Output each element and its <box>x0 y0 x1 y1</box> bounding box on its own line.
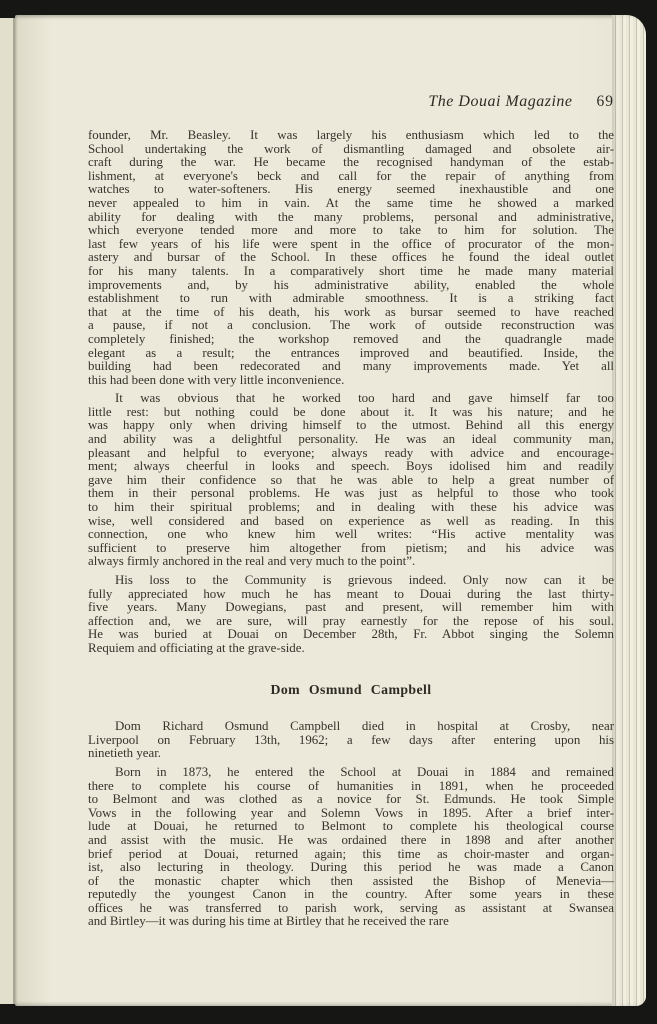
obituary-heading: Dom Osmund Campbell <box>270 681 432 697</box>
text-line: Liverpool on February 13th, 1962; a few days after entering upon his <box>88 732 614 747</box>
body-paragraph <box>88 766 614 929</box>
text-line: gave him their confidence so that he was able to help a great number of <box>88 472 614 487</box>
text-line: to Belmont and was clothed as a novice for St. Edmunds. He took Simple <box>88 792 614 807</box>
text-line: this had been done with very little inconvenience. <box>88 372 345 387</box>
text-line: brief period at Douai, returned again; this time as choir-master and organ- <box>88 846 614 861</box>
left-page-edge <box>0 18 15 1004</box>
text-line: affection and, we are sure, will pray earnestly for the repose of his soul. <box>88 613 614 628</box>
text-line: offices he was transferred to parish work, serving as assistant at Swansea <box>88 900 614 915</box>
text-line: there to complete his course of humanities in 1891, when he proceeded <box>88 778 614 793</box>
text-line: and assist with the music. He was ordained there in 1898 and after another <box>88 832 614 847</box>
text-line: never appealed to him in vain. At the same time he showed a marked <box>88 195 614 210</box>
text-line: Born in 1873, he entered the School at Douai in 1884 and remained <box>115 764 614 779</box>
text-line: always firmly anchored in the real and very much to the point”. <box>88 554 416 569</box>
page-header <box>88 93 614 111</box>
text-line: and ability was a delightful personality. He was an ideal community man, <box>88 432 614 447</box>
text-line: was happy only when driving himself to the utmost. Behind all this energy <box>88 418 614 433</box>
body-paragraph <box>88 129 614 387</box>
text-line: ist, also lecturing in theology. During this period he was made a Canon <box>88 860 614 875</box>
text-line: of the monastic chapter which then assisted the Bishop of Menevia— <box>88 873 614 888</box>
text-line: elegant as a result; the entrances improved and beautified. Inside, the <box>88 345 614 360</box>
text-line: improvements and, by his administrative ability, enabled the whole <box>88 277 614 292</box>
text-line: Dom Richard Osmund Campbell died in hospital at Crosby, near <box>115 719 614 734</box>
text-line: establishment to run with admirable smoothness. It is a striking fact <box>88 291 614 306</box>
body-paragraph <box>88 574 614 656</box>
text-line: little rest: but nothing could be done about it. It was his nature; and he <box>88 404 614 419</box>
text-line: wise, well considered and based on experience as well as reading. In this <box>88 513 614 528</box>
book-page <box>15 15 646 1006</box>
text-line: reputedly the youngest Canon in the country. After some years in these <box>88 887 614 902</box>
text-line: astery and bursar of the School. In these offices he found the ideal outlet <box>88 250 614 265</box>
text-line: building had been redecorated and many improvements made. Yet all <box>88 359 614 374</box>
running-title: The Douai Magazine <box>428 93 573 110</box>
text-line: ninetieth year. <box>88 746 162 761</box>
text-line: a pause, if not a conclusion. The work of outside reconstruction was <box>88 318 614 333</box>
text-line: lishment, at everyone's beck and call for the repair of anything from <box>88 168 614 183</box>
body-paragraph <box>88 392 614 569</box>
text-line: them in their personal problems. He was just as helpful to those who took <box>88 486 614 501</box>
text-line: School undertaking the work of dismantling damaged and obsolete air- <box>88 141 614 156</box>
text-line: five years. Many Dowegians, past and present, will remember him with <box>88 600 614 615</box>
right-page-edges <box>612 15 646 1006</box>
text-line: connection, one who knew him well writes: “His active mentality was <box>88 527 614 542</box>
text-line: ment; always cheerful in looks and speech. Boys idolised him and readily <box>88 459 614 474</box>
page-content <box>88 93 614 934</box>
text-line: He was buried at Douai on December 28th, Fr. Abbot singing the Solemn <box>88 627 614 642</box>
text-line: craft during the war. He became the recognised handyman of the estab- <box>88 155 614 170</box>
text-line: which everyone tended more and more to take to him for solution. The <box>88 223 614 238</box>
text-line: last few years of his life were spent in the office of procurator of the mon- <box>88 236 614 251</box>
page-number: 69 <box>596 93 614 110</box>
text-line: for his many talents. In a comparatively short time he made many material <box>88 263 614 278</box>
text-line: Requiem and officiating at the grave-side. <box>88 640 305 655</box>
text-line: It was obvious that he worked too hard and gave himself far too <box>115 391 614 406</box>
text-line: watches to water-softeners. His energy seemed inexhaustible and one <box>88 182 614 197</box>
text-line: fully appreciated how much he has meant to Douai during the last thirty- <box>88 586 614 601</box>
page-body <box>88 129 614 929</box>
text-line: ability for dealing with the many problems, personal and administrative, <box>88 209 614 224</box>
text-line: His loss to the Community is grievous indeed. Only now can it be <box>115 573 614 587</box>
text-line: that at the time of his death, his work as bursar seemed to have reached <box>88 304 614 319</box>
text-line: to him their spiritual problems; and in dealing with these his advice was <box>88 500 614 515</box>
body-paragraph <box>88 720 614 761</box>
text-line: Vows in the following year and Solemn Vows in 1895. After a brief inter- <box>88 805 614 820</box>
text-line: pleasant and helpful to everyone; always ready with advice and encourage- <box>88 445 614 460</box>
text-line: completely finished; the workshop removed and the quadrangle made <box>88 331 614 346</box>
text-line: founder, Mr. Beasley. It was largely his enthusiasm which led to the <box>88 128 614 142</box>
text-line: and Birtley—it was during his time at Birtley that he received the rare <box>88 914 449 929</box>
text-line: lude at Douai, he returned to Belmont to complete his theological course <box>88 819 614 834</box>
text-line: sufficient to preserve him altogether from pietism; and his advice was <box>88 540 614 555</box>
